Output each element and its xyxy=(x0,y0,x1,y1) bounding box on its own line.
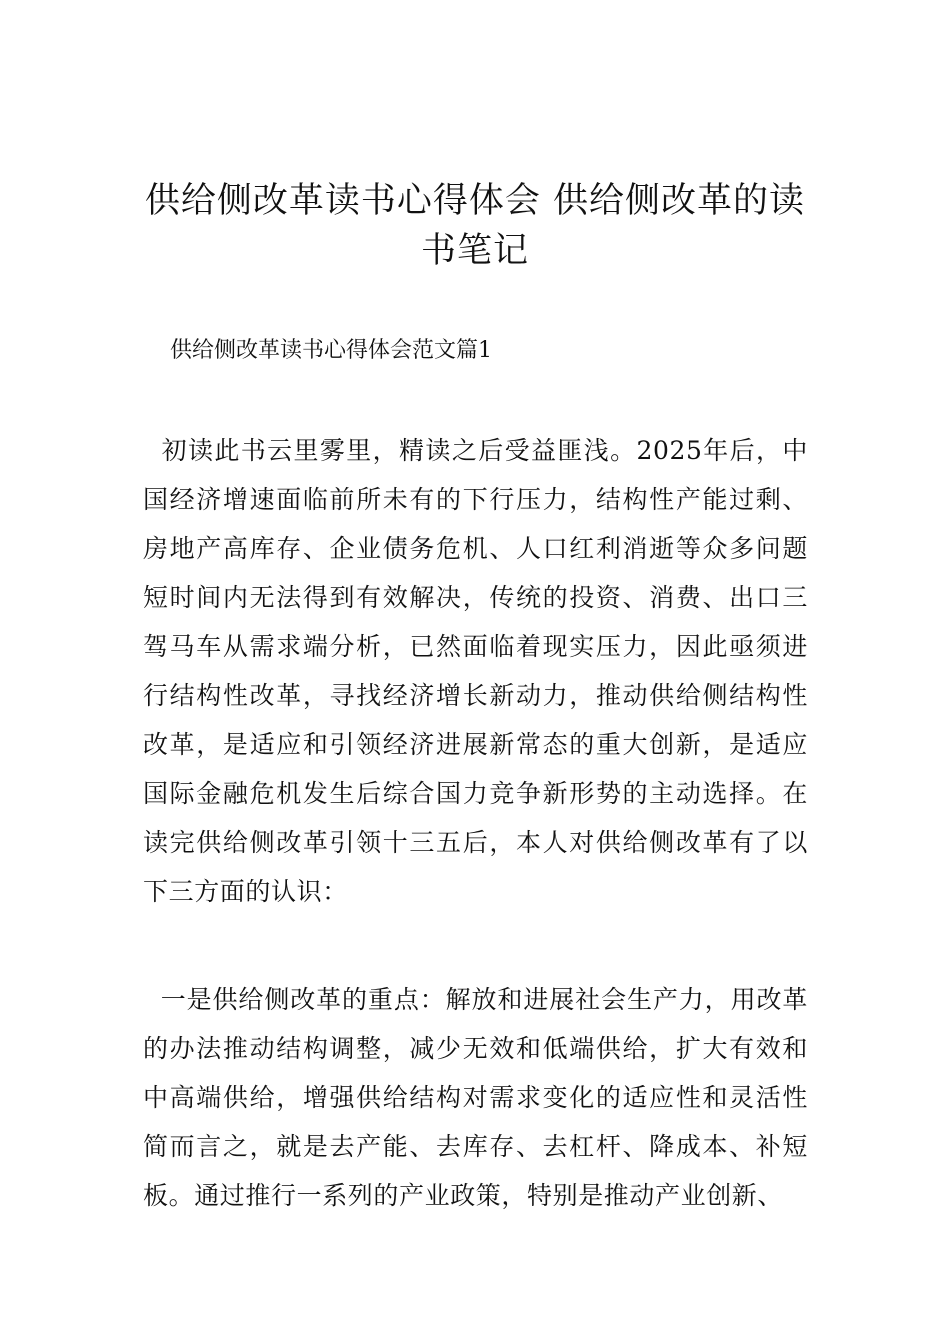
document-subtitle: 供给侧改革读书心得体会范文篇1 xyxy=(170,338,492,363)
document-title: 供给侧改革读书心得体会 供给侧改革的读书笔记 xyxy=(144,181,806,271)
paragraph-point-one: 一是供给侧改革的重点：解放和进展社会生产力，用改革的办法推动结构调整，减少无效和低端供给，扩大有效和中高端供给，增强供给结构对需求变化的适应性和灵活性简而言之，就是去产能、去库存、去杠杆、降成本、补短板。通过推行一系列的产业政策，特别是推动产业创新、 xyxy=(143,985,808,1210)
paragraph-intro: 初读此书云里雾里，精读之后受益匪浅。2025年后，中国经济增速面临前所未有的下行压力，结构性产能过剩、房地产高库存、企业债务危机、人口红利消逝等众多问题短时间内无法得到有效解决，传统的投资、消费、出口三驾马车从需求端分析，已然面临着现实压力，因此亟须进行结构性改革，寻找经济增长新动力，推动供给侧结构性改革，是适应和引领经济进展新常态的重大创新，是适应国际金融危机发生后综合国力竞争新形势的主动选择。在读完供给侧改革引领十三五后，本人对供给侧改革有了以下三方面的认识： xyxy=(143,436,808,906)
